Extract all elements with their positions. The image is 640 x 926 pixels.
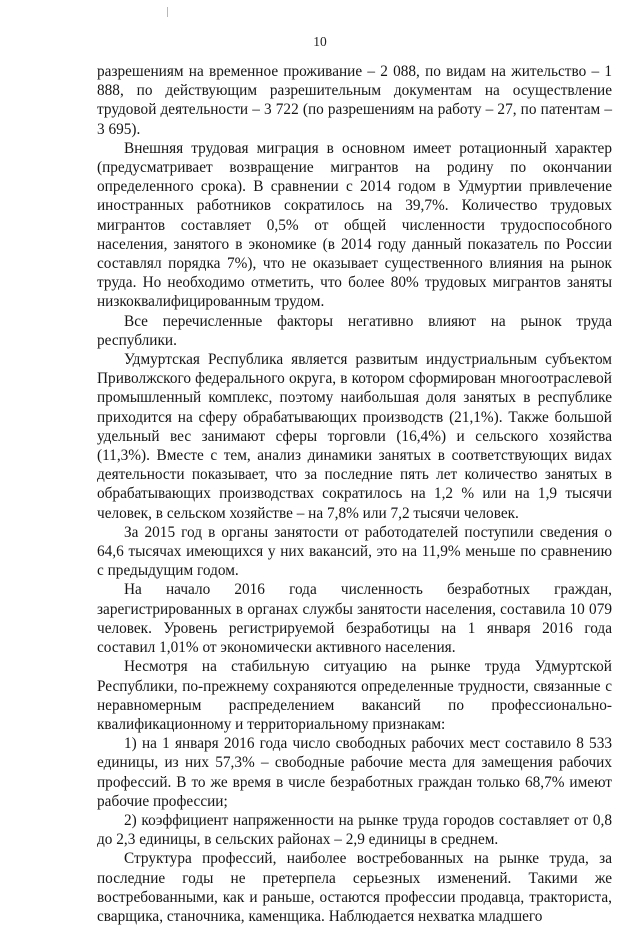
body-text <box>97 62 612 926</box>
paragraph-residence-permits: разрешениям на временное проживание – 2 088, по видам на жительство – 1 888, по действующим разрешительным документам на осуществление трудовой деятельности – 3 722 (по разрешениям на работу – 27, по патентам – 3 695). <box>97 63 612 138</box>
paragraph-industrial-structure: Удмуртская Республика является развитым индустриальным субъектом Приволжского федерального округа, в котором сформирован многоотраслевой промышленный комплекс, поэтому наибольшая доля занятых в республике приходится на сферу обрабатывающих производств (21,1%). Также большой удельный вес занимают сферы торговли (16,4%) и сельского хозяйства (11,3%). Вместе с тем, анализ динамики занятых в соответствующих видах деятельности показывает, что за последние пять лет количество занятых в обрабатывающих производствах сократилось на 1,2 % или на 1,9 тысячи человек, в сельском хозяйстве – на 7,8% или 7,2 тысячи человек. <box>97 351 612 522</box>
list-item-tension-coefficient: 2) коэффициент напряженности на рынке труда городов составляет от 0,8 до 2,3 единицы, в сельских районах – 2,9 единицы в среднем. <box>97 811 612 849</box>
paragraph-unemployment-2016: На начало 2016 года численность безработных граждан, зарегистрированных в органах службы занятости населения, составила 10 079 человек. Уровень регистрируемой безработицы на 1 января 2016 года составил 1,01% от экономически активного населения. <box>97 581 612 657</box>
scan-artifact-mark <box>167 7 168 17</box>
page-number: 10 <box>313 34 327 49</box>
paragraph-labor-market-difficulties: Несмотря на стабильную ситуацию на рынке труда Удмуртской Республики, по-прежнему сохраняются определенные трудности, связанные с неравномерным распределением вакансий по профессионально-квалификационному и территориальному признакам: <box>97 658 612 733</box>
paragraph-vacancies-2015: За 2015 год в органы занятости от работодателей поступили сведения о 64,6 тысячах имеющихся у них вакансий, это на 11,9% меньше по сравнению с предыдущим годом. <box>97 523 612 580</box>
paragraph-external-migration: Внешняя трудовая миграция в основном имеет ротационный характер (предусматривает возвращение мигрантов на родину по окончании определенного срока). В сравнении с 2014 годом в Удмуртии привлечение иностранных работников сократилось на 39,7%. Количество трудовых мигрантов составляет 0,5% от общей численности трудоспособного населения, занятого в экономике (в 2014 году данный показатель по России составлял порядка 7%), что не оказывает существенного влияния на рынок труда. Но необходимо отметить, что более 80% трудовых мигрантов заняты низкоквалифицированным трудом. <box>97 139 612 311</box>
paragraph-negative-factors: Все перечисленные факторы негативно влияют на рынок труда республики. <box>97 312 612 349</box>
paragraph-in-demand-professions: Структура профессий, наиболее востребованных на рынке труда, за последние годы не претерпела серьезных изменений. Такими же востребованными, как и раньше, остаются профессии продавца, тракториста, сварщика, станочника, каменщика. Наблюдается нехватка младшего <box>97 850 612 925</box>
list-item-free-jobs: 1) на 1 января 2016 года число свободных рабочих мест составило 8 533 единицы, из них 57,3% – свободные рабочие места для замещения рабочих профессий. В то же время в числе безработных граждан только 68,7% имеют рабочие профессии; <box>97 735 612 810</box>
